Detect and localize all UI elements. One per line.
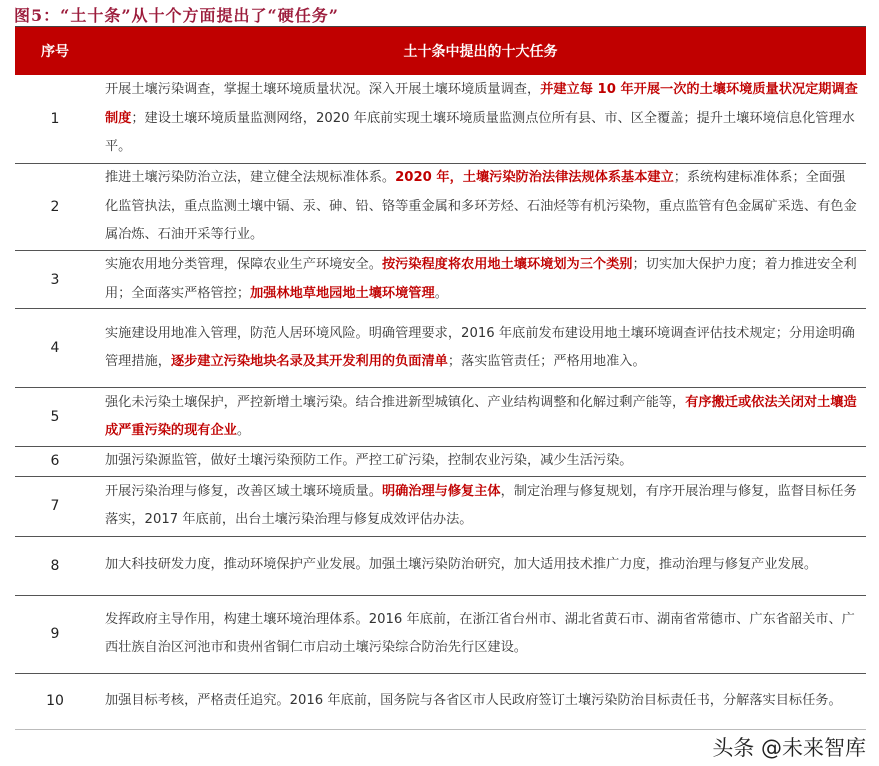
row-number: 10 (46, 693, 64, 709)
table-row (15, 447, 866, 477)
row-number: 2 (50, 199, 60, 215)
task-text (95, 320, 866, 377)
table-row (15, 309, 866, 388)
text-segment: ；落实监管责任；严格用地准入。 (447, 354, 646, 369)
row-number: 8 (50, 557, 60, 574)
row-number: 7 (50, 498, 60, 514)
text-segment: 加强污染源监管，做好土壤污染预防工作。严控工矿污染，控制农业污染，减少生活污染。 (105, 453, 633, 468)
text-segment: 强化未污染土壤保护，严控新增土壤污染。结合推进新型城镇化、产业结构调整和化解过剩产能等， (105, 394, 686, 410)
text-segment: 开展土壤污染调查，掌握土壤环境质量状况。深入开展土壤环境质量调查， (105, 82, 541, 98)
tasks-table (15, 0, 866, 730)
text-segment: 实施建设用地准入管理，防范人居环境风险。明确管理要求，2016 年底前发布建设用地土壤环境调查评估技术规定；分用途明确管理措施， (105, 325, 855, 369)
row-number: 6 (50, 453, 60, 470)
text-segment: 开展污染治理与修复，改善区域土壤环境质量。 (105, 483, 382, 499)
highlighted-text: 有序搬迁或依法关闭对土壤造成严重污染的现有企业 (105, 394, 857, 438)
text-segment: 。 (236, 423, 251, 438)
text-segment: 发挥政府主导作用，构建土壤环境治理体系。2016 年底前，在浙江省台州市、湖北省黄石市、湖南省常德市、广东省韶关市、广西壮族自治区河池市和贵州省铜仁市启动土壤污染综合防治先行区建设。 (105, 611, 855, 655)
highlighted-text: 2020 年，土壤污染防治法律法规体系基本建立 (395, 170, 674, 186)
task-text (95, 551, 866, 580)
row-number: 4 (50, 340, 60, 356)
table-row (15, 388, 866, 447)
text-segment: ；系统构建标准体系；全面强化监管执法，重点监测土壤中镉、汞、砷、铅、铬等重金属和多环芳烃、石油烃等有机污染物，重点监管有色金属矿采选、有色金属冶炼、石油开采等行业。 (105, 170, 857, 243)
task-text (95, 76, 866, 162)
task-text (95, 389, 866, 446)
table-row (15, 674, 866, 730)
text-segment: 加强目标考核，严格责任追究。2016 年底前，国务院与各省区市人民政府签订土壤污染防治目标责任书，分解落实目标任务。 (105, 692, 842, 708)
task-text (95, 164, 866, 250)
task-text (95, 606, 866, 663)
table-row (15, 164, 866, 251)
figure-title: 图5：“土十条”从十个方面提出了“硬任务” (14, 6, 339, 25)
text-segment: 。 (434, 285, 448, 301)
task-text (95, 447, 866, 476)
table-body (15, 75, 866, 730)
text-segment: 实施农用地分类管理，保障农业生产环境安全。 (105, 257, 382, 272)
text-segment: 推进土壤污染防治立法，建立健全法规标准体系。 (105, 170, 396, 186)
text-segment: ；切实加大保护力度；着力推进安全利用；全面落实严格管控； (105, 257, 857, 301)
row-number: 3 (50, 271, 60, 288)
header-number: 序号 (41, 44, 69, 60)
highlighted-text: 逐步建立污染地块名录及其开发利用的负面清单 (170, 354, 448, 369)
table-row (15, 477, 866, 537)
highlighted-text: 加强林地草地园地土壤环境管理 (250, 285, 435, 301)
header-tasks: 土十条中提出的十大任务 (403, 44, 558, 60)
highlighted-text: 并建立每 10 年开展一次的土壤环境质量状况定期调查制度 (105, 82, 858, 126)
text-segment: 加大科技研发力度，推动环境保护产业发展。加强土壤污染防治研究，加大适用技术推广力度，推动治理与修复产业发展。 (105, 557, 818, 573)
row-number: 5 (50, 409, 60, 425)
table-row (15, 251, 866, 309)
text-segment: ，制定治理与修复规划，有序开展治理与修复，监督目标任务落实，2017 年底前，出台土壤污染治理与修复成效评估办法。 (105, 483, 857, 527)
table-row (15, 75, 866, 164)
highlighted-text: 明确治理与修复主体 (381, 483, 501, 499)
table-row (15, 596, 866, 674)
row-number: 1 (50, 111, 60, 127)
highlighted-text: 按污染程度将农用地土壤环境划为三个类别 (381, 257, 633, 272)
task-text (95, 251, 866, 308)
watermark: 头条 @未来智库 (712, 735, 866, 760)
table-header (15, 26, 866, 75)
task-text (95, 687, 866, 716)
table-row (15, 537, 866, 596)
row-number: 9 (50, 626, 60, 642)
text-segment: ；建设土壤环境质量监测网络，2020 年底前实现土壤环境质量监测点位所有县、市、区全覆盖；提升土壤环境信息化管理水平。 (105, 110, 855, 155)
task-text (95, 478, 866, 535)
watermark-line (0, 730, 866, 766)
